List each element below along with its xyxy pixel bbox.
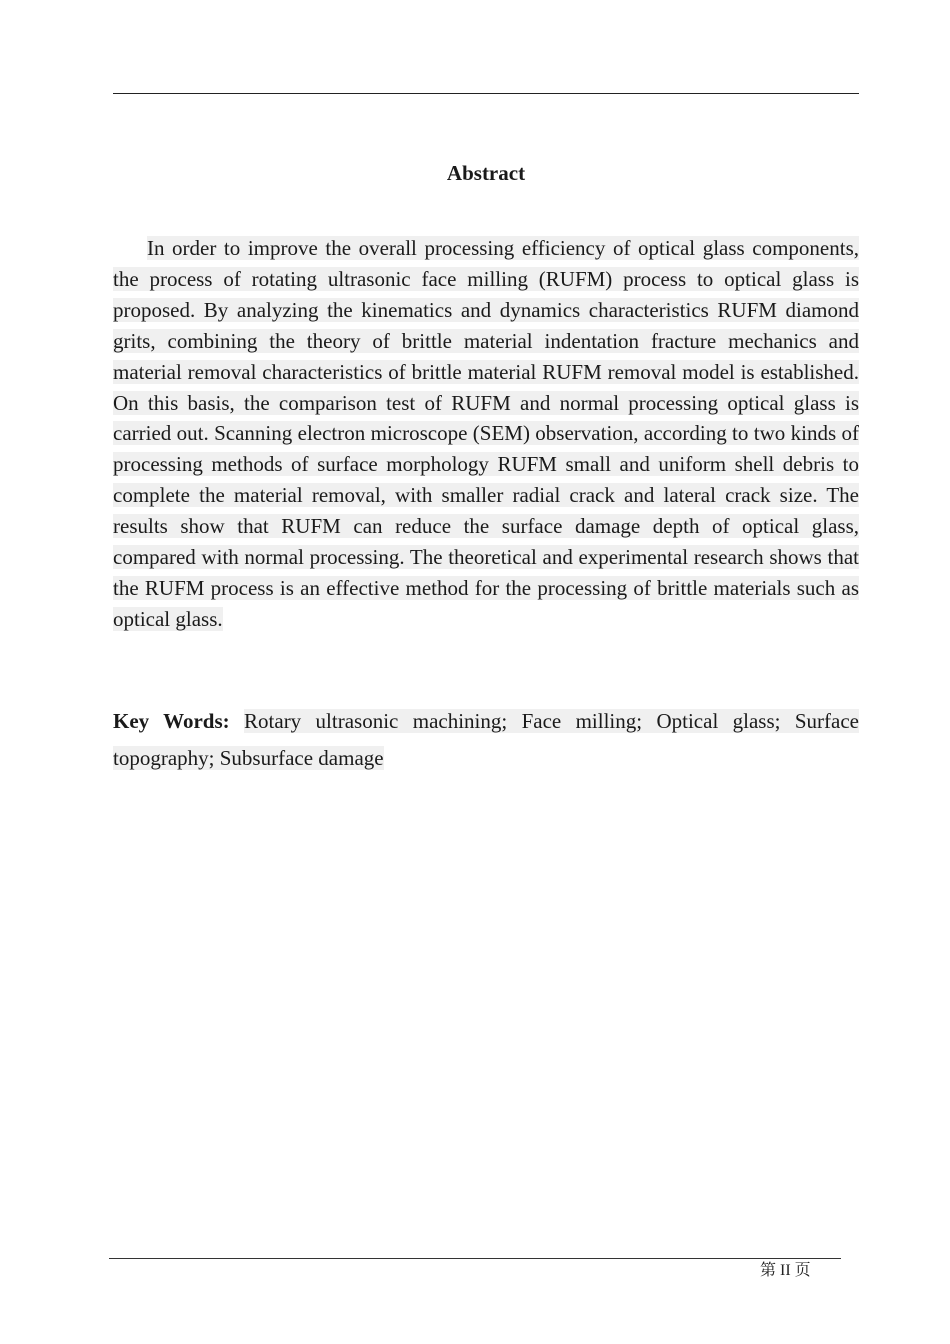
keywords-line: [113, 703, 859, 777]
abstract-title: Abstract: [446, 161, 526, 185]
keywords-list: Rotary ultrasonic machining; Face milling; Optical glass; Surface topography; Subsurface damage: [113, 709, 859, 770]
abstract-body: [113, 233, 859, 635]
page-number: 第 II 页: [760, 1262, 811, 1279]
header-rule: [113, 93, 859, 94]
keywords-label: Key Words:: [113, 709, 230, 733]
footer-rule: [109, 1258, 841, 1259]
abstract-paragraph: In order to improve the overall processing efficiency of optical glass components, the process of rotating ultrasonic face milling (RUFM) process to optical glass is proposed. By analyzing the kinematics and dynamics characteristics RUFM diamond grits, combining the theory of brittle material indentation fracture mechanics and material removal characteristics of brittle material RUFM removal model is established. On this basis, the comparison test of RUFM and normal processing optical glass is carried out. Scanning electron microscope (SEM) observation, according to two kinds of processing methods of surface morphology RUFM small and uniform shell debris to complete the material removal, with smaller radial crack and lateral crack size. The results show that RUFM can reduce the surface damage depth of optical glass, compared with normal processing. The theoretical and experimental research shows that the RUFM process is an effective method for the processing of brittle materials such as optical glass.: [113, 236, 859, 631]
